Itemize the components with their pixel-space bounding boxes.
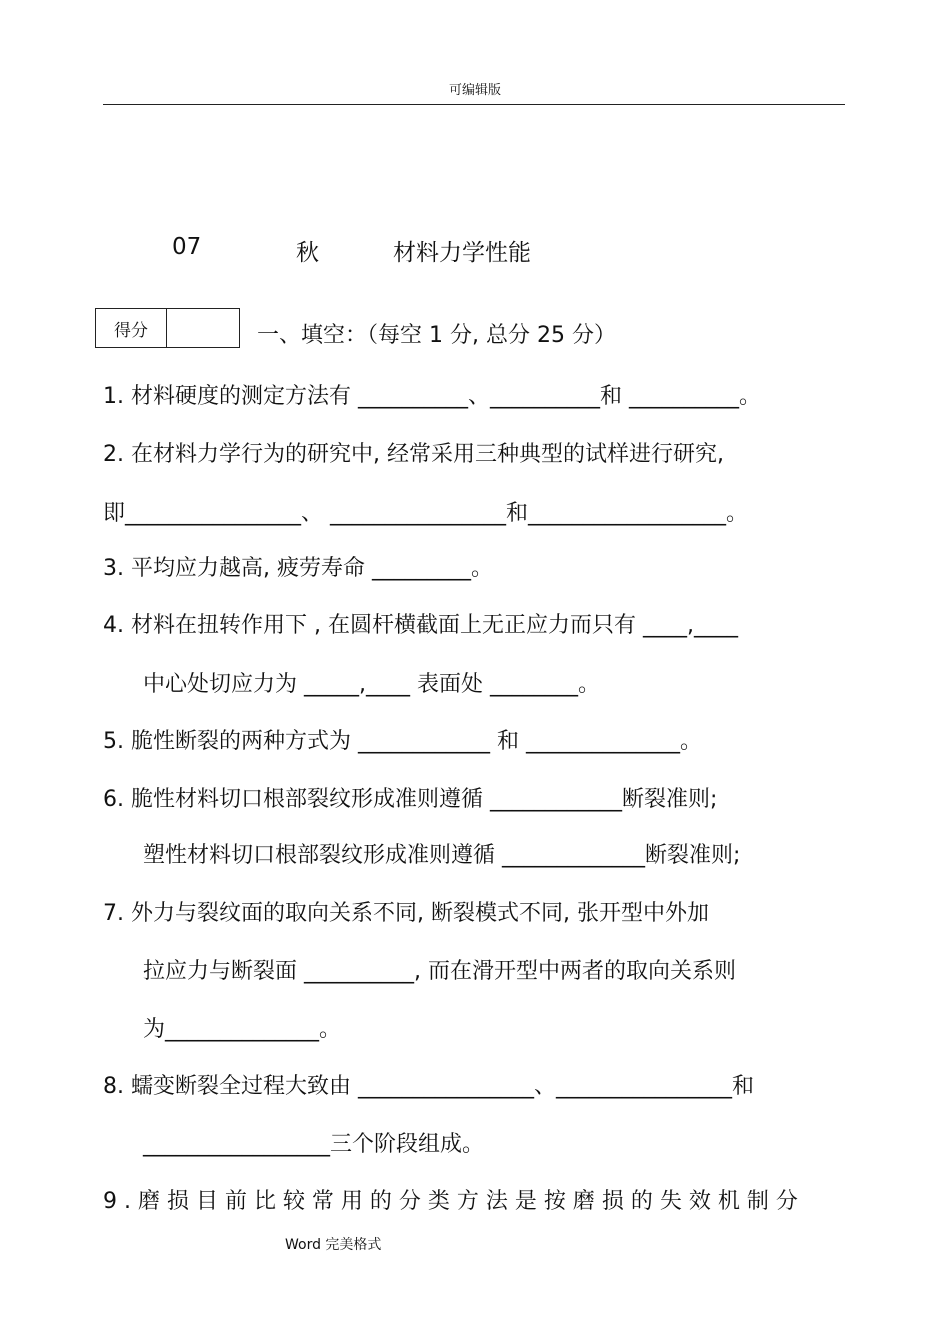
- score-box: [95, 308, 240, 348]
- question-2: 2. 在材料力学行为的研究中, 经常采用三种典型的试样进行研究,: [103, 442, 724, 467]
- question-8-cont: _________________三个阶段组成。: [143, 1132, 485, 1157]
- question-5: 5. 脆性断裂的两种方式为 ____________ 和 ______________。: [103, 729, 702, 754]
- question-9: 9 . 磨 损 目 前 比 较 常 用 的 分 类 方 法 是 按 磨 损 的 失 效 机 制 分: [103, 1189, 798, 1214]
- section-heading: 一、填空：（每空 1 分, 总分 25 分）: [257, 323, 616, 348]
- question-2-cont: 即________________、 ________________和__________________。: [103, 501, 748, 526]
- question-7-cont: 拉应力与断裂面 __________, 而在滑开型中两者的取向关系则: [143, 959, 736, 984]
- question-3: 3. 平均应力越高, 疲劳寿命 _________。: [103, 556, 493, 581]
- question-4-cont: 中心处切应力为 _____,____ 表面处 ________。: [143, 672, 600, 697]
- page-footer: Word 完美格式: [285, 1237, 382, 1253]
- question-4: 4. 材料在扭转作用下 , 在圆杆横截面上无正应力而只有 ____,____: [103, 613, 738, 638]
- page-header: 可编辑版: [448, 83, 501, 98]
- question-1: 1. 材料硬度的测定方法有 __________、__________和 __________。: [103, 384, 761, 409]
- question-7-cont-2: 为______________。: [143, 1017, 342, 1042]
- exam-year: 07: [172, 234, 202, 260]
- header-rule: [103, 104, 845, 105]
- question-7: 7. 外力与裂纹面的取向关系不同, 断裂模式不同, 张开型中外加: [103, 901, 709, 926]
- question-6: 6. 脆性材料切口根部裂纹形成准则遵循 ____________断裂准则;: [103, 787, 718, 812]
- score-blank: [167, 309, 239, 347]
- question-6-cont: 塑性材料切口根部裂纹形成准则遵循 _____________断裂准则;: [143, 843, 741, 868]
- exam-season: 秋: [296, 240, 319, 266]
- question-8: 8. 蠕变断裂全过程大致由 ________________、________________和: [103, 1074, 754, 1099]
- score-label: 得分: [96, 309, 167, 347]
- exam-course: 材料力学性能: [393, 240, 531, 266]
